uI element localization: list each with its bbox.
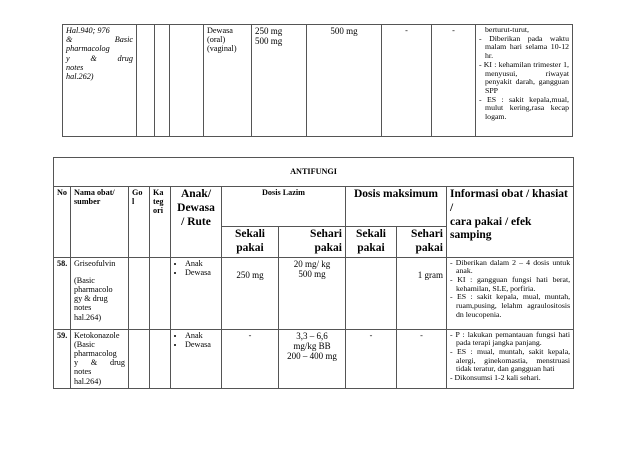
table-row <box>54 329 574 388</box>
header-info: Informasi obat / khasiat / cara pakai / efek samping <box>447 187 574 258</box>
header-no: No <box>54 187 71 258</box>
row-number: 58. <box>54 257 71 329</box>
row-number: 59. <box>54 329 71 388</box>
max-daily-cell: - <box>432 25 476 137</box>
source-cell: Hal.940; 976 & Basic pharmacolog y & drug notes hal.262) <box>63 25 137 137</box>
category-cell <box>150 257 171 329</box>
age-list-cell <box>171 257 222 329</box>
antifungi-table <box>53 157 574 389</box>
daily-dose-cell: 3,3 – 6,6 mg/kg BB 200 – 400 mg <box>279 329 346 388</box>
table-row <box>54 257 574 329</box>
header-max-single: Sekali pakai <box>346 227 397 258</box>
max-single-cell: - <box>346 329 397 388</box>
max-single-cell <box>346 257 397 329</box>
daily-dose-cell: 500 mg <box>307 25 382 137</box>
category-cell <box>150 329 171 388</box>
age-route-cell: Dewasa (oral) (vaginal) <box>204 25 252 137</box>
info-cell: - P : lakukan pemantauan fungsi hati pada terapi jangka panjang. - ES : mual, muntah, sakit kepala, alergi, ginekomastia, menstruasi tidak teratur, dan gangguan hati - Dikonsumsi 1-2 kali sehari. <box>447 329 574 388</box>
list-item: • Dewasa <box>185 268 218 277</box>
category-cell <box>155 25 170 137</box>
continued-table <box>62 24 573 137</box>
max-daily-cell: - <box>397 329 447 388</box>
group-cell <box>129 329 150 388</box>
list-item: • Anak <box>185 331 218 340</box>
header-single: Sekali pakai <box>222 227 279 258</box>
max-daily-cell: 1 gram <box>397 257 447 329</box>
header-drug-source: Nama obat/ sumber <box>71 187 129 258</box>
header-age-route: Anak/ Dewasa / Rute <box>171 187 222 258</box>
header-normal-dose: Dosis Lazim <box>222 187 346 227</box>
header-max-daily: Sehari pakai <box>397 227 447 258</box>
header-category: Ka teg ori <box>150 187 171 258</box>
daily-dose-cell: 20 mg/ kg 500 mg <box>279 257 346 329</box>
empty-cell <box>170 25 204 137</box>
drug-source-cell: Griseofulvin (Basic pharmacolo gy & drug notes hal.264) <box>71 257 129 329</box>
drug-source-cell: Ketokonazole (Basic pharmacolog y & drug notes hal.264) <box>71 329 129 388</box>
group-cell <box>137 25 155 137</box>
info-cell: - Diberikan dalam 2 – 4 dosis untuk anak. - KI : gangguan fungsi hati berat, kehamilan, SLE, porfiria. - ES : sakit kepala, mual, muntah, ruam,pusing, lelahm agraulositosis dn leucopenia. <box>447 257 574 329</box>
header-max-dose: Dosis maksimum <box>346 187 447 227</box>
group-cell <box>129 257 150 329</box>
info-cell: berturut-turut, - Diberikan pada waktu malam hari selama 10-12 hr. - KI : kehamilan trimester 1, menyusui, riwayat penyakit darah, gangguan SPP - ES : sakit kepala,mual, mulut kering,rasa kecap logam. <box>476 25 573 137</box>
list-item: • Dewasa <box>185 340 218 349</box>
max-single-cell: - <box>382 25 432 137</box>
single-dose-cell: 250 mg <box>222 257 279 329</box>
single-dose-cell: - <box>222 329 279 388</box>
section-title: ANTIFUNGI <box>54 158 574 187</box>
header-group: Go l <box>129 187 150 258</box>
list-item: • Anak <box>185 259 218 268</box>
single-dose-cell: 250 mg 500 mg <box>252 25 307 137</box>
header-daily: Sehari pakai <box>279 227 346 258</box>
age-list-cell <box>171 329 222 388</box>
